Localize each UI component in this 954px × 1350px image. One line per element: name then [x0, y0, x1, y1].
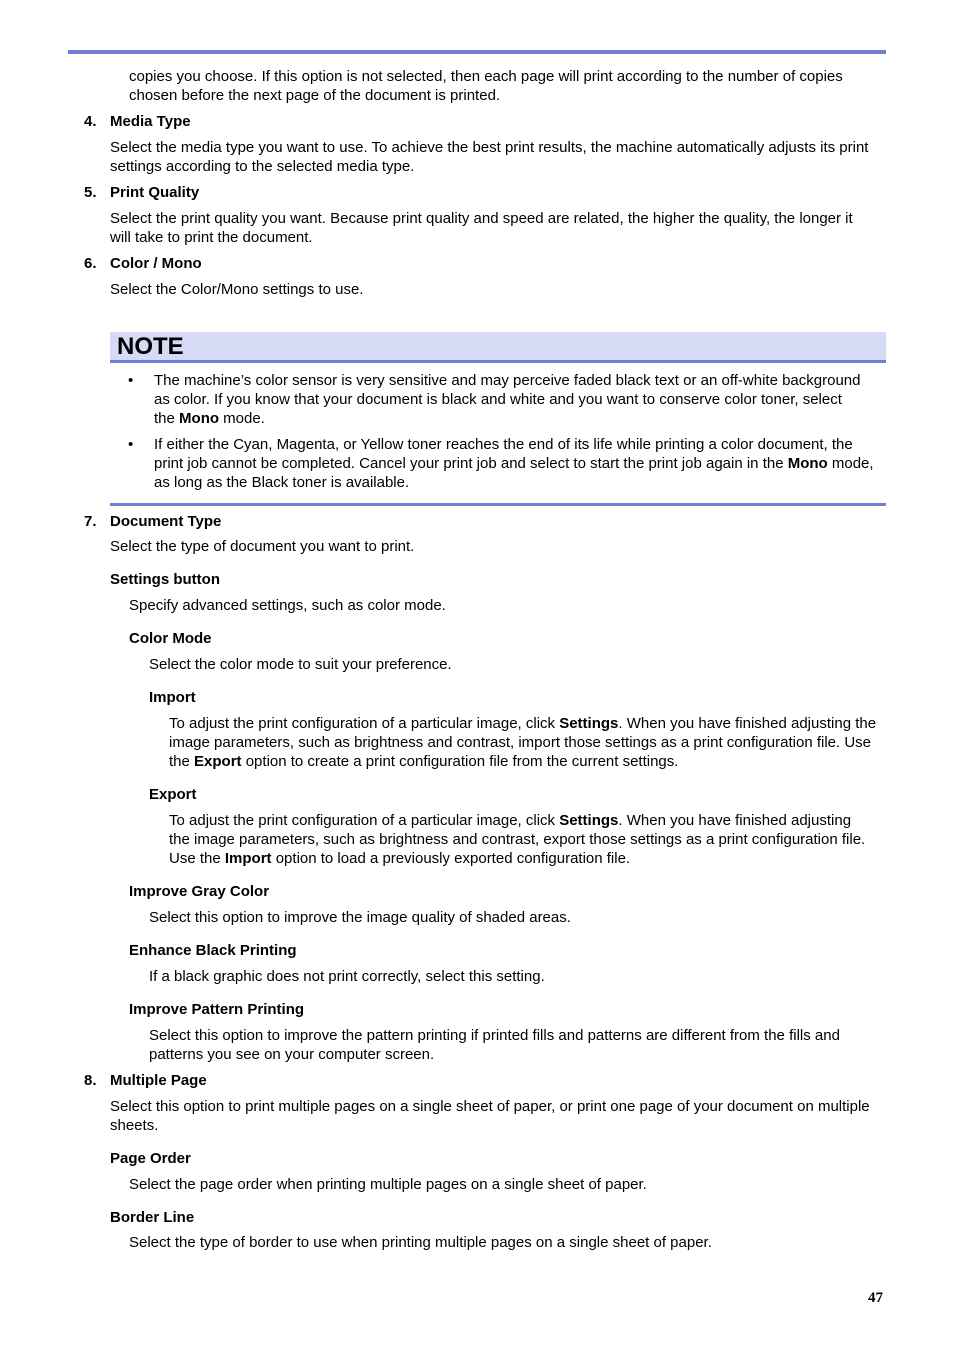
page-number: 47: [868, 1290, 883, 1306]
improve-gray-desc: Select this option to improve the image quality of shaded areas.: [149, 909, 571, 926]
item-5-title: Print Quality: [110, 184, 200, 201]
note-bullet-2-marker: •: [128, 436, 134, 453]
item-8-number: 8.: [84, 1072, 97, 1089]
page-order-desc: Select the page order when printing multiple pages on a single sheet of paper.: [129, 1176, 647, 1193]
import-desc: To adjust the print configuration of a particular image, click Settings. When you have finished adjusting the image parameters, such as brightness and contrast, import those settings as a print configuration file. Use the Export option to create a print configuration file from the current settings.: [169, 715, 877, 770]
header-rule: [68, 50, 886, 54]
item-5-number: 5.: [84, 184, 97, 201]
mono-term: Mono: [787, 455, 828, 472]
item-8-title: Multiple Page: [110, 1072, 207, 1089]
enhance-black-desc: If a black graphic does not print correctly, select this setting.: [149, 968, 545, 985]
improve-pattern-heading: Improve Pattern Printing: [129, 1001, 305, 1018]
item-6-title: Color / Mono: [110, 255, 202, 272]
page-order-heading: Page Order: [110, 1150, 191, 1167]
item-7-desc: Select the type of document you want to print.: [110, 538, 415, 555]
item-4-number: 4.: [84, 113, 97, 130]
note-bottom-rule: [110, 503, 886, 506]
note-bullet-2: If either the Cyan, Magenta, or Yellow toner reaches the end of its life while printing a color document, the print job cannot be completed. Cancel your print job and select to start the print job again in the Mono mode, as long as the Black toner is available.: [154, 436, 874, 491]
border-line-desc: Select the type of border to use when printing multiple pages on a single sheet of paper.: [129, 1234, 712, 1251]
export-heading: Export: [149, 786, 197, 803]
note-header: [110, 332, 886, 363]
note-bullet-1: The machine’s color sensor is very sensitive and may perceive faded black text or an off-white background as color. If you know that your document is black and white and you want to conserve color toner, select the Mono mode.: [154, 372, 861, 427]
color-mode-desc: Select the color mode to suit your preference.: [149, 656, 452, 673]
note-title: NOTE: [117, 333, 184, 360]
item-5-desc: Select the print quality you want. Because print quality and speed are related, the higher the quality, the longer it will take to print the document.: [110, 210, 853, 246]
item-6-number: 6.: [84, 255, 97, 272]
improve-gray-heading: Improve Gray Color: [129, 883, 270, 900]
border-line-heading: Border Line: [110, 1209, 195, 1226]
mono-term: Mono: [179, 410, 220, 427]
note-bullet-1-marker: •: [128, 372, 134, 389]
export-desc: To adjust the print configuration of a particular image, click Settings. When you have finished adjusting the image parameters, such as brightness and contrast, export those settings as a print configuration file. Use the Import option to load a previously exported configuration file.: [169, 812, 866, 867]
settings-button-desc: Specify advanced settings, such as color mode.: [129, 597, 446, 614]
item-8-desc: Select this option to print multiple pages on a single sheet of paper, or print one page of your document on multiple sheets.: [110, 1098, 870, 1134]
import-heading: Import: [149, 689, 196, 706]
settings-button-heading: Settings button: [110, 571, 220, 588]
item-7-title: Document Type: [110, 513, 222, 530]
item-4-desc: Select the media type you want to use. To achieve the best print results, the machine automatically adjusts its print settings according to the selected media type.: [110, 139, 869, 175]
intro-paragraph: copies you choose. If this option is not selected, then each page will print according to the number of copies chosen before the next page of the document is printed.: [129, 68, 843, 104]
item-7-number: 7.: [84, 513, 97, 530]
item-4-title: Media Type: [110, 113, 191, 130]
improve-pattern-desc: Select this option to improve the pattern printing if printed fills and patterns are different from the fills and patterns you see on your computer screen.: [149, 1027, 840, 1063]
enhance-black-heading: Enhance Black Printing: [129, 942, 297, 959]
item-6-desc: Select the Color/Mono settings to use.: [110, 281, 364, 298]
color-mode-heading: Color Mode: [129, 630, 212, 647]
